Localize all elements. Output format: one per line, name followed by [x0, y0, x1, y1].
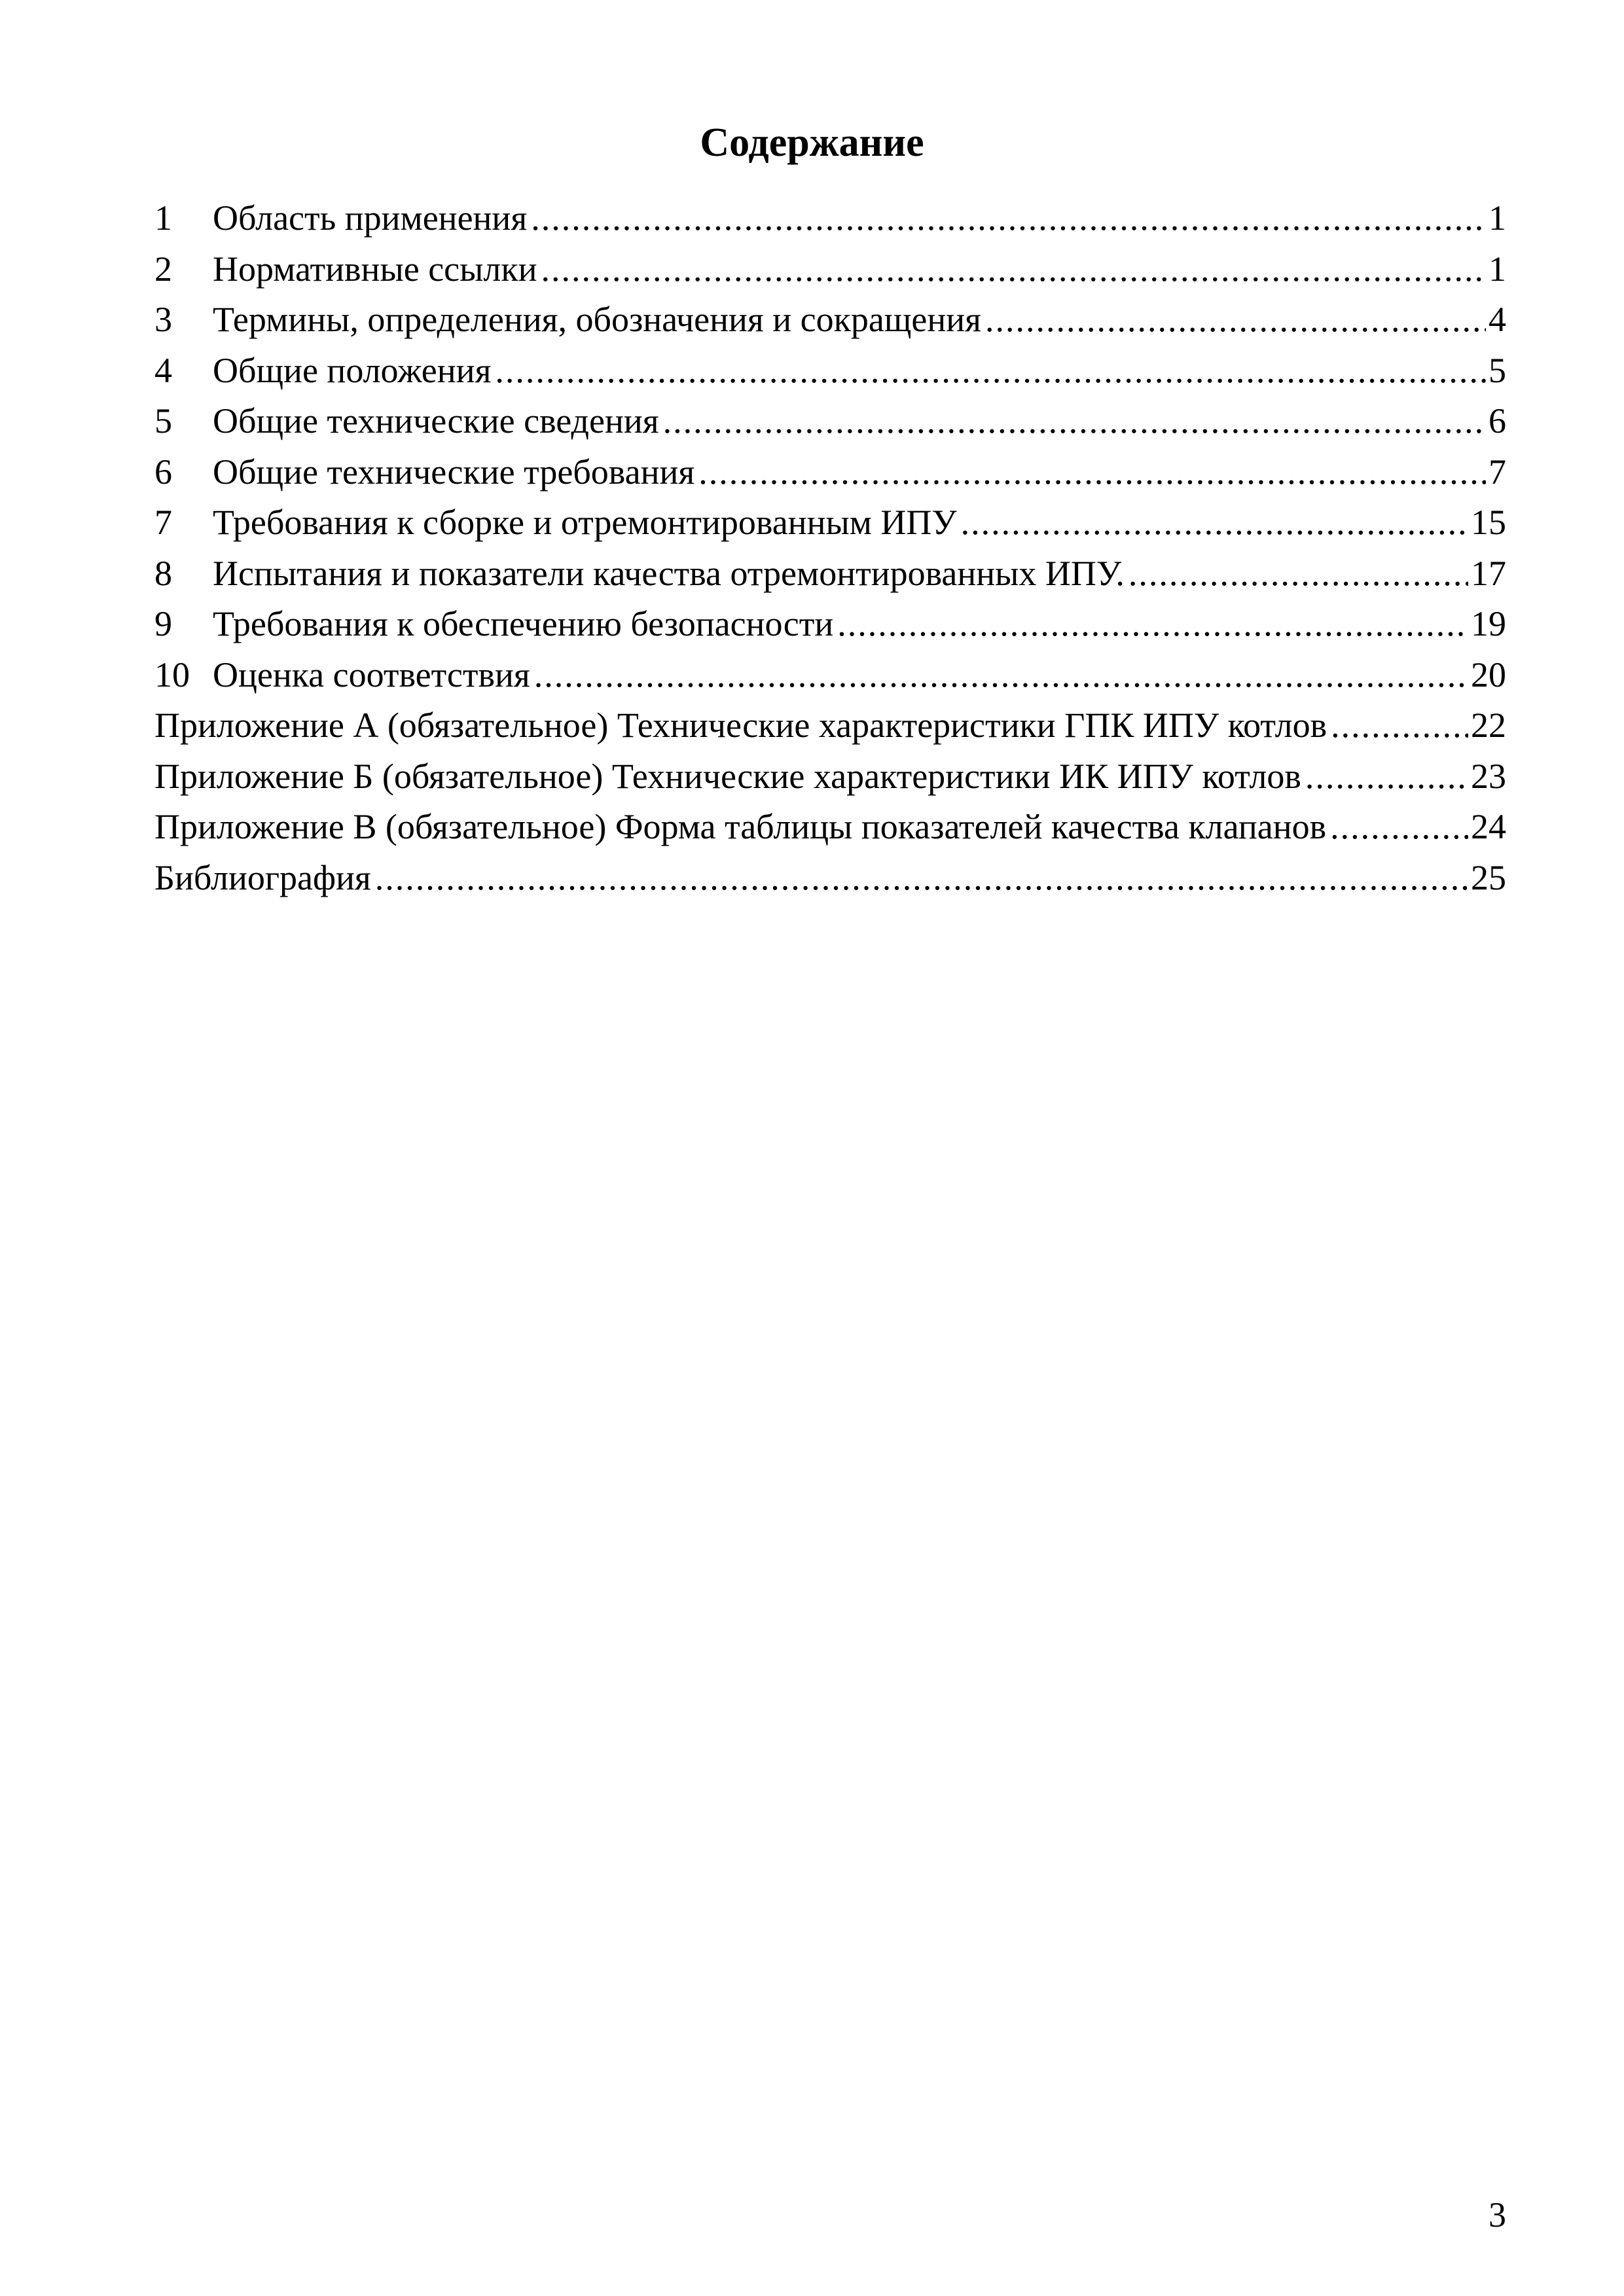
toc-dot-leader	[495, 346, 1486, 397]
toc-entry	[154, 447, 1506, 498]
toc-entry-text: Общие технические требования	[213, 452, 695, 492]
toc-entry-number: 5	[154, 401, 172, 440]
toc-entry-text: Термины, определения, обозначения и сокращения	[213, 300, 981, 339]
toc-entry	[154, 650, 1506, 701]
toc-entry-number: 4	[154, 350, 172, 390]
toc-dot-leader	[1330, 802, 1468, 853]
toc-entry-text: Требования к обеспечению безопасности	[213, 604, 834, 643]
toc-entry-page: 19	[1471, 604, 1506, 643]
toc-entry-text: Требования к сборке и отремонтированным ИПУ	[213, 503, 957, 542]
toc-entry-number: 6	[154, 452, 172, 492]
toc-entry-text: Общие технические сведения	[213, 401, 659, 440]
toc-entry-page: 4	[1489, 300, 1506, 339]
toc-entry	[154, 295, 1506, 346]
toc-dot-leader	[534, 650, 1468, 701]
toc-entry-page: 1	[1489, 198, 1506, 238]
toc-entry-text: Приложение Б (обязательное) Технические характеристики ИК ИПУ котлов	[154, 756, 1301, 796]
toc-dot-leader	[531, 193, 1486, 244]
toc-entry-number: 2	[154, 249, 172, 289]
toc-entry-page: 23	[1471, 756, 1506, 796]
toc-entry-number: 8	[154, 553, 172, 593]
toc-dot-leader	[541, 244, 1487, 295]
toc-dot-leader	[1305, 751, 1468, 802]
toc-entry-page: 25	[1471, 857, 1506, 897]
toc-entry-number: 9	[154, 604, 172, 643]
toc-entry-text: Нормативные ссылки	[213, 249, 537, 289]
toc-entry-page: 17	[1471, 553, 1506, 593]
toc-dot-leader	[961, 497, 1468, 548]
toc-entry-page: 20	[1471, 655, 1506, 694]
toc-entry-text: Общие положения	[213, 350, 492, 390]
toc-dot-leader	[837, 599, 1468, 650]
toc-entry-number: 3	[154, 300, 172, 339]
toc-entry-text: Приложение В (обязательное) Форма таблицы показателей качества клапанов	[154, 807, 1327, 846]
toc-entry-bibliography	[154, 853, 1506, 904]
toc-dot-leader	[375, 853, 1468, 904]
toc-entry-text: Оценка соответствия	[213, 655, 530, 694]
toc-entry-appendix	[154, 802, 1506, 853]
toc-entry-appendix	[154, 700, 1506, 751]
toc-entry-number: 1	[154, 198, 172, 238]
toc-entry-text: Библиография	[154, 857, 371, 897]
toc-entry-page: 15	[1471, 503, 1506, 542]
toc-entry-number: 10	[154, 655, 190, 694]
toc-entry-page: 5	[1489, 350, 1506, 390]
toc-entry-appendix	[154, 751, 1506, 802]
toc-entry	[154, 497, 1506, 548]
toc-entry	[154, 346, 1506, 397]
toc-entry	[154, 193, 1506, 244]
toc-dot-leader	[985, 295, 1486, 346]
toc-entry	[154, 244, 1506, 295]
toc-entry-page: 22	[1471, 706, 1506, 745]
toc-list	[154, 193, 1506, 903]
toc-dot-leader	[698, 447, 1486, 498]
toc-entry-page: 6	[1489, 401, 1506, 440]
toc-dot-leader	[1128, 548, 1468, 600]
toc-dot-leader	[1331, 700, 1468, 751]
toc-dot-leader	[663, 396, 1486, 447]
page-number: 3	[1489, 2195, 1506, 2234]
toc-entry-text: Область применения	[213, 198, 528, 238]
toc-entry-text: Приложение А (обязательное) Технические характеристики ГПК ИПУ котлов	[154, 706, 1327, 745]
toc-entry-page: 7	[1489, 452, 1506, 492]
toc-entry-page: 24	[1471, 807, 1506, 846]
toc-entry	[154, 396, 1506, 447]
toc-entry-page: 1	[1489, 249, 1506, 289]
toc-title: Содержание	[700, 120, 924, 165]
toc-entry	[154, 599, 1506, 650]
toc-entry-number: 7	[154, 503, 172, 542]
toc-entry-text: Испытания и показатели качества отремонтированных ИПУ.	[213, 553, 1125, 593]
toc-entry	[154, 548, 1506, 600]
